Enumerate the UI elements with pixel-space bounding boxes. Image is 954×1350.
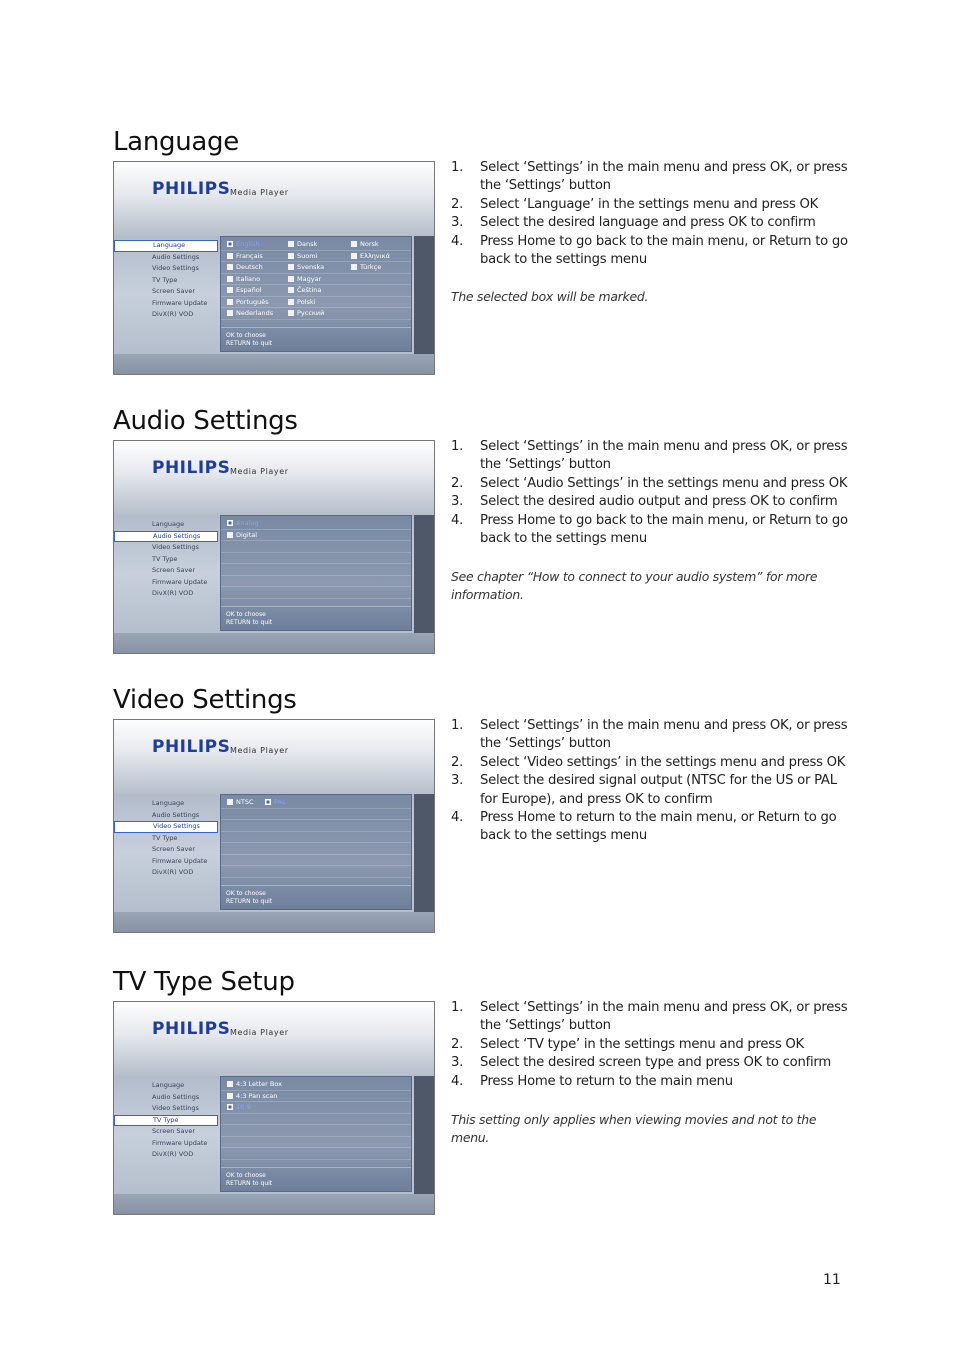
checkbox-icon <box>288 310 294 316</box>
panel-footer: OK to choose RETURN to quit <box>226 332 273 347</box>
list-item: 3. Select the desired language and press OK to confirm <box>451 215 816 231</box>
list-item: 4. Press Home to go back to the main menu, or Return to go back to the settings menu <box>451 233 848 268</box>
options-panel <box>220 1076 412 1192</box>
option-4-3-letter-box[interactable]: 4:3 Letter Box <box>227 1079 282 1090</box>
option-nederlands[interactable]: Nederlands <box>227 308 273 319</box>
settings-menu <box>114 1080 220 1161</box>
option-16-9[interactable]: 16:9 <box>227 1102 251 1113</box>
option-analog[interactable]: Analog <box>227 518 258 529</box>
menu-item-video-settings[interactable]: Video Settings <box>152 1104 199 1112</box>
menu-item-tv-type[interactable]: TV Type <box>152 833 178 842</box>
menu-item-video-settings[interactable]: Video Settings <box>152 543 199 551</box>
section-title: Video Settings <box>113 685 297 715</box>
steps-list <box>451 999 851 1091</box>
menu-item-divx-vod[interactable]: DivX(R) VOD <box>152 1150 194 1158</box>
menu-item-divx-vod[interactable]: DivX(R) VOD <box>152 589 194 597</box>
checkbox-icon <box>288 253 294 259</box>
option-suomi[interactable]: Suomi <box>288 251 317 262</box>
menu-item-tv-type[interactable]: TV Type <box>114 1115 218 1127</box>
menu-item-firmware-update[interactable]: Firmware Update <box>152 856 208 865</box>
option-deutsch[interactable]: Deutsch <box>227 262 263 273</box>
option-4-3-pan-scan[interactable]: 4:3 Pan scan <box>227 1091 277 1102</box>
menu-item-screen-saver[interactable]: Screen Saver <box>152 287 196 295</box>
checkbox-icon <box>227 520 233 526</box>
checkbox-icon <box>288 276 294 282</box>
checkbox-icon <box>227 310 233 316</box>
checkbox-icon <box>351 241 357 247</box>
options-panel <box>220 236 412 352</box>
checkbox-icon <box>351 253 357 259</box>
list-item: 1. Select ‘Settings’ in the main menu and press OK, or press the ‘Settings’ button <box>451 160 848 194</box>
option-russkiy[interactable]: Русский <box>288 308 324 319</box>
checkbox-icon <box>227 253 233 259</box>
menu-item-video-settings[interactable]: Video Settings <box>114 821 218 833</box>
options-panel <box>220 515 412 631</box>
section-title: TV Type Setup <box>113 967 295 997</box>
screenshot-language <box>113 161 435 375</box>
list-item: 3. Select the desired screen type and press OK to confirm <box>451 1055 831 1071</box>
list-item: 1. Select ‘Settings’ in the main menu and press OK, or press the ‘Settings’ button <box>451 1000 848 1034</box>
steps-list <box>451 159 851 269</box>
philips-logo: PHILIPS <box>152 458 231 478</box>
option-cestina[interactable]: Čeština <box>288 285 321 296</box>
list-item: 4. Press Home to return to the main menu <box>451 1073 733 1089</box>
list-item: 1. Select ‘Settings’ in the main menu and press OK, or press the ‘Settings’ button <box>451 439 848 473</box>
checkbox-icon <box>227 1081 233 1087</box>
logo-subtitle: Media Player <box>230 746 289 755</box>
logo-subtitle: Media Player <box>230 188 289 197</box>
option-magyar[interactable]: Magyar <box>288 274 321 285</box>
option-turkce[interactable]: Türkçe <box>351 262 381 273</box>
menu-item-audio-settings[interactable]: Audio Settings <box>152 252 200 261</box>
options-panel <box>220 794 412 910</box>
steps-list <box>451 717 851 846</box>
option-english[interactable]: English <box>227 239 259 250</box>
section-title: Audio Settings <box>113 406 298 436</box>
option-norsk[interactable]: Norsk <box>351 239 379 250</box>
list-item: 3. Select the desired signal output (NTSC for the US or PAL for Europe), and press OK to confirm <box>451 773 837 807</box>
menu-item-audio-settings[interactable]: Audio Settings <box>152 1092 200 1101</box>
checkbox-icon <box>227 1104 233 1110</box>
menu-item-tv-type[interactable]: TV Type <box>152 275 178 284</box>
settings-menu <box>114 240 220 321</box>
menu-item-language[interactable]: Language <box>152 520 185 528</box>
list-item: 2. Select ‘Language’ in the settings menu and press OK <box>451 196 819 212</box>
menu-item-language[interactable]: Language <box>152 799 185 807</box>
page-number: 11 <box>823 1272 841 1288</box>
option-portugues[interactable]: Português <box>227 297 269 308</box>
checkbox-icon <box>288 241 294 247</box>
menu-item-screen-saver[interactable]: Screen Saver <box>152 845 196 853</box>
menu-item-language[interactable]: Language <box>152 1081 185 1089</box>
checkbox-icon <box>351 264 357 270</box>
checkbox-icon <box>288 264 294 270</box>
panel-footer: OK to choose RETURN to quit <box>226 890 273 905</box>
menu-item-audio-settings[interactable]: Audio Settings <box>114 531 218 543</box>
checkbox-icon <box>227 532 233 538</box>
menu-item-firmware-update[interactable]: Firmware Update <box>152 1138 208 1147</box>
option-ntsc[interactable]: NTSC <box>227 797 254 808</box>
screenshot-tv-type <box>113 1001 435 1215</box>
list-item: 2. Select ‘Video settings’ in the settings menu and press OK <box>451 754 846 770</box>
checkbox-icon <box>227 299 233 305</box>
menu-item-tv-type[interactable]: TV Type <box>152 554 178 563</box>
option-svenska[interactable]: Svenska <box>288 262 324 273</box>
panel-footer: OK to choose RETURN to quit <box>226 611 273 626</box>
menu-item-firmware-update[interactable]: Firmware Update <box>152 577 208 586</box>
screenshot-video-settings <box>113 719 435 933</box>
section-note: This setting only applies when viewing movies and not to the menu. <box>451 1112 817 1146</box>
menu-item-language[interactable]: Language <box>114 240 218 252</box>
list-item: 1. Select ‘Settings’ in the main menu and press OK, or press the ‘Settings’ button <box>451 718 848 752</box>
settings-menu <box>114 519 220 600</box>
list-item: 2. Select ‘Audio Settings’ in the settings menu and press OK <box>451 475 848 491</box>
steps-list <box>451 438 851 548</box>
logo-subtitle: Media Player <box>230 1028 289 1037</box>
option-italiano[interactable]: Italiano <box>227 274 260 285</box>
menu-item-firmware-update[interactable]: Firmware Update <box>152 298 208 307</box>
menu-item-divx-vod[interactable]: DivX(R) VOD <box>152 310 194 318</box>
option-ellinika[interactable]: Ελληνικά <box>351 251 390 262</box>
list-item: 3. Select the desired audio output and press OK to confirm <box>451 494 838 510</box>
checkbox-icon <box>227 1093 233 1099</box>
option-espanol[interactable]: Español <box>227 285 262 296</box>
section-note: The selected box will be marked. <box>451 289 649 304</box>
checkbox-icon <box>227 276 233 282</box>
checkbox-icon <box>288 299 294 305</box>
option-polski[interactable]: Polski <box>288 297 315 308</box>
list-item: 4. Press Home to return to the main menu, or Return to go back to the settings menu <box>451 810 837 844</box>
option-pal[interactable]: PAL <box>265 797 286 808</box>
option-digital[interactable]: Digital <box>227 530 257 541</box>
checkbox-icon <box>227 241 233 247</box>
philips-logo: PHILIPS <box>152 1019 231 1039</box>
menu-item-video-settings[interactable]: Video Settings <box>152 264 199 272</box>
menu-item-divx-vod[interactable]: DivX(R) VOD <box>152 868 194 876</box>
menu-item-screen-saver[interactable]: Screen Saver <box>152 1127 196 1135</box>
screenshot-audio-settings <box>113 440 435 654</box>
option-dansk[interactable]: Dansk <box>288 239 317 250</box>
checkbox-icon <box>227 799 233 805</box>
logo-subtitle: Media Player <box>230 467 289 476</box>
list-item: 4. Press Home to go back to the main menu, or Return to go back to the settings menu <box>451 512 848 547</box>
section-note: See chapter “How to connect to your audio system” for more information. <box>451 569 818 603</box>
philips-logo: PHILIPS <box>152 737 231 757</box>
philips-logo: PHILIPS <box>152 179 231 199</box>
checkbox-icon <box>288 287 294 293</box>
panel-footer: OK to choose RETURN to quit <box>226 1172 273 1187</box>
checkbox-icon <box>265 799 271 805</box>
section-title: Language <box>113 127 239 157</box>
menu-item-audio-settings[interactable]: Audio Settings <box>152 810 200 819</box>
menu-item-screen-saver[interactable]: Screen Saver <box>152 566 196 574</box>
settings-menu <box>114 798 220 879</box>
checkbox-icon <box>227 264 233 270</box>
checkbox-icon <box>227 287 233 293</box>
option-francais[interactable]: Français <box>227 251 263 262</box>
list-item: 2. Select ‘TV type’ in the settings menu and press OK <box>451 1036 804 1052</box>
